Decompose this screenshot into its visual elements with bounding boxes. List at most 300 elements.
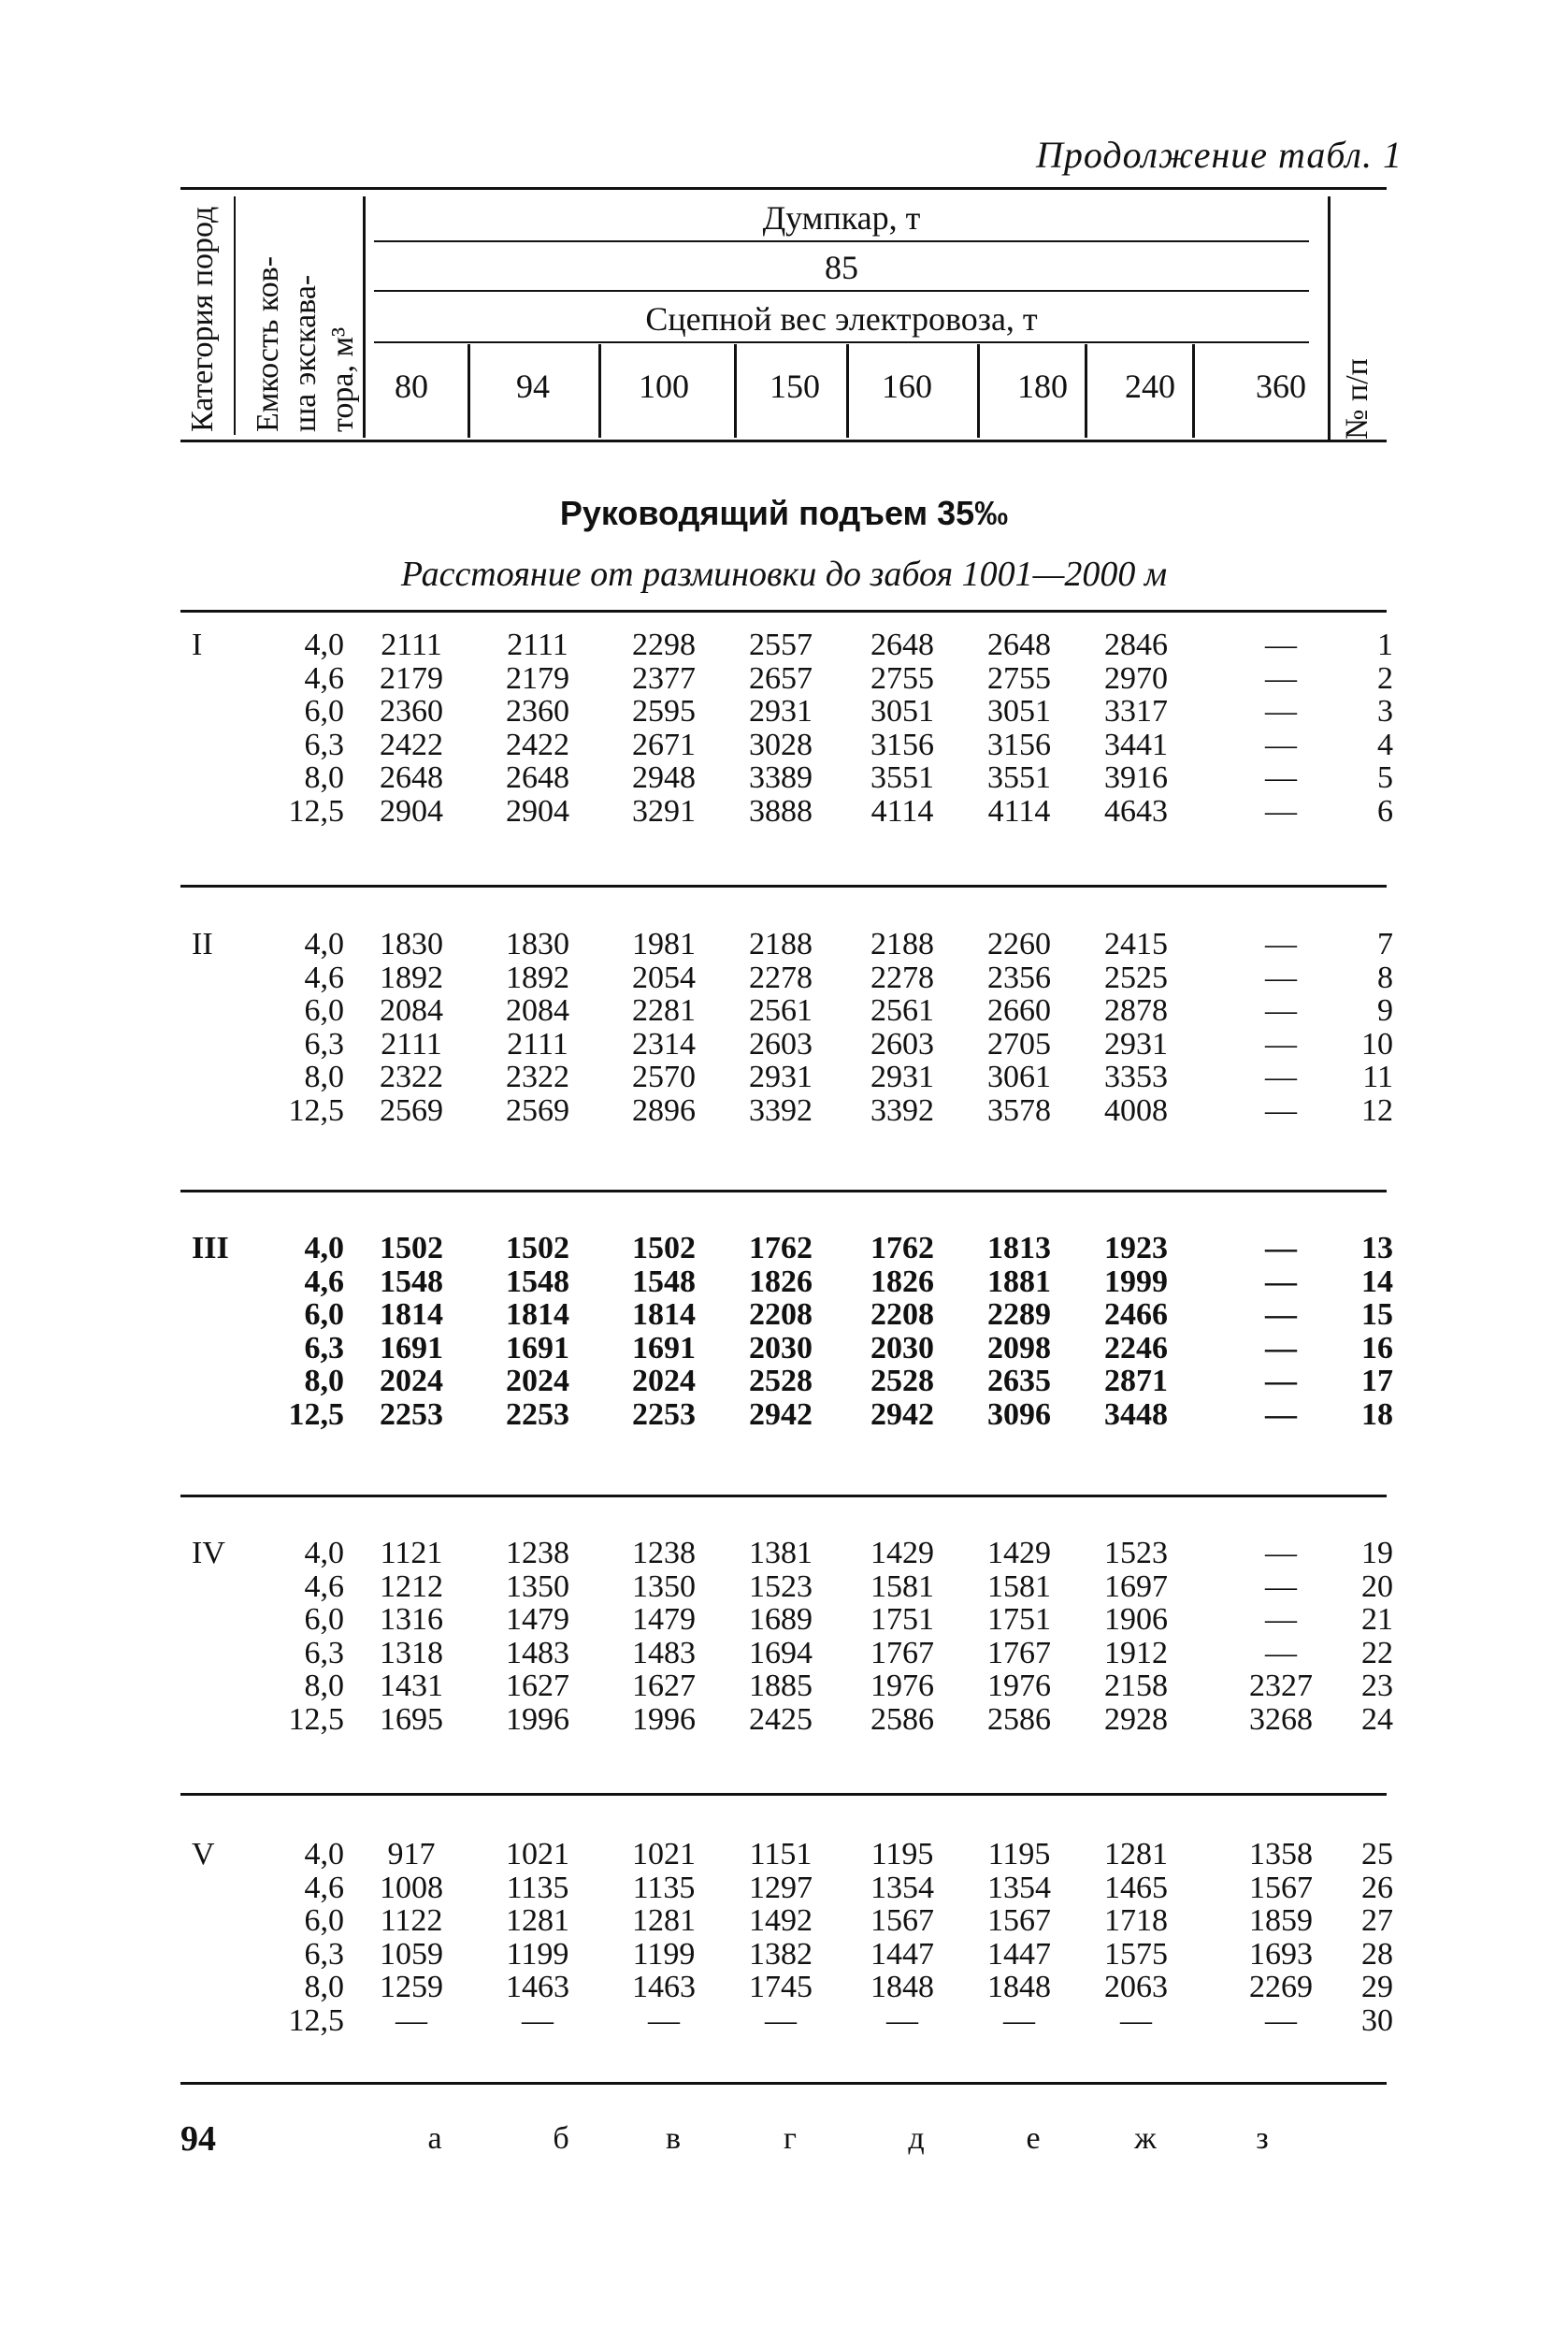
- table-cell: 2942: [870, 1396, 934, 1432]
- table-cell: 2871: [1104, 1364, 1168, 1398]
- table-cell: 2595: [632, 694, 696, 729]
- table-cell: 1627: [632, 1669, 696, 1703]
- table-cell: 2260: [987, 927, 1051, 961]
- table-cell: 1767: [870, 1635, 934, 1670]
- table-cell: 2528: [870, 1364, 934, 1398]
- table-cell: —: [1003, 2002, 1035, 2038]
- table-cell: 1350: [506, 1568, 569, 1604]
- table-cell: —: [1265, 960, 1297, 995]
- table-cell: 1463: [506, 1970, 569, 2004]
- row-index: 3: [1377, 694, 1393, 729]
- table-cell: 1465: [1104, 1870, 1168, 1905]
- table-cell: 2208: [870, 1297, 934, 1332]
- header-dumpcar: Думпкар, т: [762, 199, 921, 237]
- table-cell: 1281: [1104, 1837, 1168, 1871]
- table-cell: 2904: [380, 793, 443, 829]
- column-letter: в: [665, 2121, 682, 2156]
- table-cell: 1429: [870, 1536, 934, 1570]
- table-cell: 2635: [987, 1364, 1051, 1398]
- table-cell: 1479: [506, 1602, 569, 1637]
- table-cell: 2846: [1104, 628, 1168, 662]
- table-cell: 2878: [1104, 993, 1168, 1028]
- table-cell: 1694: [749, 1635, 813, 1670]
- column-letter: з: [1256, 2121, 1269, 2156]
- table-cell: 1318: [380, 1635, 443, 1670]
- table-cell: 1745: [749, 1970, 813, 2004]
- bucket-capacity: 6,3: [304, 1026, 344, 1062]
- header-rule-loco: [374, 341, 1309, 343]
- header-rule-value: [374, 290, 1309, 292]
- table-cell: 1826: [749, 1264, 813, 1299]
- table-cell: 2289: [987, 1297, 1051, 1332]
- table-cell: 2111: [507, 1026, 568, 1062]
- table-cell: 3392: [870, 1092, 934, 1128]
- row-index: 4: [1377, 727, 1393, 762]
- table-cell: —: [1265, 1297, 1297, 1332]
- table-cell: 2931: [749, 1060, 813, 1094]
- column-header: 160: [882, 368, 932, 405]
- header-category: Категория пород: [185, 206, 220, 432]
- table-cell: 2569: [380, 1092, 443, 1128]
- column-letter: е: [1026, 2121, 1041, 2156]
- group-rule: [180, 1495, 1387, 1497]
- column-header: 94: [516, 368, 550, 405]
- table-cell: 4114: [870, 793, 934, 829]
- column-letter: г: [784, 2121, 797, 2156]
- table-cell: 1135: [506, 1870, 569, 1905]
- table-cell: 1912: [1104, 1635, 1168, 1670]
- table-cell: —: [1265, 727, 1297, 762]
- table-cell: 1892: [506, 960, 569, 995]
- table-cell: 3051: [987, 694, 1051, 729]
- table-cell: 2928: [1104, 1701, 1168, 1737]
- bucket-capacity: 4,0: [304, 628, 344, 662]
- column-header: 360: [1256, 368, 1306, 405]
- table-cell: —: [1265, 1092, 1297, 1128]
- bucket-capacity: 4,0: [304, 1231, 344, 1265]
- table-cell: 1693: [1249, 1936, 1313, 1972]
- column-header: 80: [395, 368, 428, 405]
- category-label: I: [192, 628, 203, 662]
- header-top-rule: [180, 187, 1387, 190]
- table-cell: 3028: [749, 727, 813, 762]
- table-cell: 1151: [749, 1837, 813, 1871]
- bucket-capacity: 4,0: [304, 1837, 344, 1871]
- table-cell: 1581: [987, 1568, 1051, 1604]
- table-cell: —: [765, 2002, 797, 2038]
- table-cell: —: [886, 2002, 918, 2038]
- table-cell: 3051: [870, 694, 934, 729]
- table-cell: 2188: [870, 927, 934, 961]
- table-cell: 3389: [749, 760, 813, 795]
- table-cell: 2561: [870, 993, 934, 1028]
- header-capacity-line1: Емкость ков-: [251, 255, 285, 432]
- table-cell: —: [1265, 1060, 1297, 1094]
- table-cell: 2525: [1104, 960, 1168, 995]
- table-cell: 1976: [987, 1669, 1051, 1703]
- bucket-capacity: 6,3: [304, 1936, 344, 1972]
- category-label: III: [192, 1231, 229, 1265]
- row-index: 5: [1377, 760, 1393, 795]
- table-cell: —: [1265, 1364, 1297, 1398]
- table-cell: 1431: [380, 1669, 443, 1703]
- table-cell: 2098: [987, 1330, 1051, 1366]
- table-cell: 2931: [1104, 1026, 1168, 1062]
- bucket-capacity: 4,6: [304, 960, 344, 995]
- table-cell: 2322: [506, 1060, 569, 1094]
- page-number: 94: [180, 2119, 216, 2159]
- row-index: 28: [1361, 1936, 1393, 1972]
- table-cell: 1199: [506, 1936, 569, 1972]
- table-cell: 3268: [1249, 1701, 1313, 1737]
- row-index: 30: [1361, 2002, 1393, 2038]
- table-cell: 1697: [1104, 1568, 1168, 1604]
- table-cell: 1502: [506, 1231, 569, 1265]
- table-cell: 1996: [632, 1701, 696, 1737]
- column-letter: б: [553, 2121, 569, 2156]
- bucket-capacity: 6,0: [304, 694, 344, 729]
- row-index: 6: [1377, 793, 1393, 829]
- table-cell: 1059: [380, 1936, 443, 1972]
- table-cell: —: [1265, 628, 1297, 662]
- table-cell: —: [1265, 1396, 1297, 1432]
- table-cell: 2557: [749, 628, 813, 662]
- column-header-divider: [598, 344, 601, 438]
- table-cell: 2603: [749, 1026, 813, 1062]
- table-cell: —: [1265, 1264, 1297, 1299]
- table-cell: 1695: [380, 1701, 443, 1737]
- table-cell: 3441: [1104, 727, 1168, 762]
- table-cell: 4643: [1104, 793, 1168, 829]
- bucket-capacity: 8,0: [304, 1669, 344, 1703]
- row-index: 26: [1361, 1870, 1393, 1905]
- table-cell: 2024: [506, 1364, 569, 1398]
- table-cell: 4008: [1104, 1092, 1168, 1128]
- table-cell: 2705: [987, 1026, 1051, 1062]
- group-rule: [180, 2082, 1387, 2085]
- table-cell: 1813: [987, 1231, 1051, 1265]
- table-cell: 2422: [506, 727, 569, 762]
- column-header: 180: [1017, 368, 1068, 405]
- table-cell: 3551: [987, 760, 1051, 795]
- row-index: 23: [1361, 1669, 1393, 1703]
- table-cell: 2561: [749, 993, 813, 1028]
- table-cell: 2030: [749, 1330, 813, 1366]
- row-index: 21: [1361, 1602, 1393, 1637]
- table-cell: 2253: [380, 1396, 443, 1432]
- table-cell: 2322: [380, 1060, 443, 1094]
- row-index: 7: [1377, 927, 1393, 961]
- table-cell: 1447: [987, 1936, 1051, 1972]
- table-cell: 2356: [987, 960, 1051, 995]
- bucket-capacity: 6,0: [304, 1297, 344, 1332]
- column-header-divider: [734, 344, 737, 438]
- table-cell: 2208: [749, 1297, 813, 1332]
- table-cell: 2648: [870, 628, 934, 662]
- table-cell: 1830: [506, 927, 569, 961]
- table-cell: 1892: [380, 960, 443, 995]
- table-cell: 2569: [506, 1092, 569, 1128]
- table-cell: 1479: [632, 1602, 696, 1637]
- table-cell: 1689: [749, 1602, 813, 1637]
- table-cell: 1354: [987, 1870, 1051, 1905]
- table-cell: 2931: [870, 1060, 934, 1094]
- table-cell: 2278: [749, 960, 813, 995]
- group-rule: [180, 1793, 1387, 1796]
- table-cell: 1548: [380, 1264, 443, 1299]
- bucket-capacity: 4,6: [304, 1568, 344, 1604]
- table-cell: 1281: [506, 1903, 569, 1938]
- table-cell: —: [1265, 1231, 1297, 1265]
- column-letter: а: [427, 2121, 442, 2156]
- table-cell: —: [1265, 1026, 1297, 1062]
- table-cell: 2586: [870, 1701, 934, 1737]
- table-cell: 1814: [632, 1297, 696, 1332]
- column-header-divider: [846, 344, 849, 438]
- table-cell: 1238: [506, 1536, 569, 1570]
- row-index: 10: [1361, 1026, 1393, 1062]
- category-label: V: [192, 1837, 215, 1871]
- table-cell: —: [648, 2002, 680, 2038]
- table-cell: 2158: [1104, 1669, 1168, 1703]
- table-cell: —: [1265, 1330, 1297, 1366]
- table-cell: 1021: [506, 1837, 569, 1871]
- table-cell: 1826: [870, 1264, 934, 1299]
- table-cell: 1463: [632, 1970, 696, 2004]
- category-label: IV: [192, 1536, 225, 1570]
- table-cell: 1751: [870, 1602, 934, 1637]
- table-cell: 1575: [1104, 1936, 1168, 1972]
- section-heading: Руководящий подъем 35‰: [559, 494, 1009, 532]
- row-index: 22: [1361, 1635, 1393, 1670]
- row-index: 16: [1361, 1330, 1393, 1366]
- table-cell: 4114: [987, 793, 1051, 829]
- table-cell: 2281: [632, 993, 696, 1028]
- header-capacity-line2: ша экскава-: [288, 274, 323, 432]
- table-cell: 1502: [380, 1231, 443, 1265]
- table-cell: 3291: [632, 793, 696, 829]
- table-cell: 917: [387, 1837, 436, 1871]
- table-cell: 2671: [632, 727, 696, 762]
- table-cell: 2570: [632, 1060, 696, 1094]
- table-cell: 2246: [1104, 1330, 1168, 1366]
- group-rule: [180, 1190, 1387, 1192]
- table-cell: 2253: [506, 1396, 569, 1432]
- table-cell: 2648: [987, 628, 1051, 662]
- table-cell: 2084: [506, 993, 569, 1028]
- table-cell: 2755: [987, 660, 1051, 696]
- table-cell: 2278: [870, 960, 934, 995]
- group-rule: [180, 885, 1387, 888]
- bucket-capacity: 6,0: [304, 1903, 344, 1938]
- bucket-capacity: 8,0: [304, 1060, 344, 1094]
- table-cell: 1122: [380, 1903, 443, 1938]
- table-cell: 2188: [749, 927, 813, 961]
- row-index: 11: [1362, 1060, 1393, 1094]
- table-cell: 1199: [632, 1936, 696, 1972]
- table-cell: 1881: [987, 1264, 1051, 1299]
- table-cell: 2755: [870, 660, 934, 696]
- bucket-capacity: 12,5: [288, 2002, 344, 2038]
- header-capacity-line3: тора, м³: [325, 326, 360, 432]
- table-cell: 1567: [1249, 1870, 1313, 1905]
- row-index: 2: [1377, 660, 1393, 696]
- row-index: 9: [1377, 993, 1393, 1028]
- bucket-capacity: 12,5: [288, 1701, 344, 1737]
- table-cell: 1627: [506, 1669, 569, 1703]
- header-divider-1: [234, 196, 236, 435]
- table-cell: 1121: [380, 1536, 443, 1570]
- table-cell: 1567: [987, 1903, 1051, 1938]
- table-caption: Продолжение табл. 1: [1035, 134, 1403, 176]
- table-cell: 1718: [1104, 1903, 1168, 1938]
- table-cell: 1567: [870, 1903, 934, 1938]
- table-cell: 2024: [380, 1364, 443, 1398]
- row-index: 25: [1361, 1837, 1393, 1871]
- table-cell: —: [1265, 1568, 1297, 1604]
- row-index: 20: [1361, 1568, 1393, 1604]
- table-cell: 2054: [632, 960, 696, 995]
- table-cell: 1523: [1104, 1536, 1168, 1570]
- table-cell: 3448: [1104, 1396, 1168, 1432]
- table-cell: 3096: [987, 1396, 1051, 1432]
- table-cell: 1382: [749, 1936, 813, 1972]
- bucket-capacity: 8,0: [304, 760, 344, 795]
- table-cell: 1447: [870, 1936, 934, 1972]
- table-cell: 1502: [632, 1231, 696, 1265]
- table-cell: 1195: [870, 1837, 934, 1871]
- table-cell: 2657: [749, 660, 813, 696]
- table-cell: —: [1265, 1635, 1297, 1670]
- table-cell: 1751: [987, 1602, 1051, 1637]
- table-cell: 1195: [987, 1837, 1051, 1871]
- table-cell: 1297: [749, 1870, 813, 1905]
- column-header: 100: [639, 368, 689, 405]
- bucket-capacity: 4,0: [304, 1536, 344, 1570]
- table-cell: —: [1265, 760, 1297, 795]
- table-cell: 1259: [380, 1970, 443, 2004]
- table-cell: 2024: [632, 1364, 696, 1398]
- table-cell: 3156: [870, 727, 934, 762]
- table-cell: 2896: [632, 1092, 696, 1128]
- table-cell: 3061: [987, 1060, 1051, 1094]
- column-header: 240: [1125, 368, 1175, 405]
- table-cell: 1848: [987, 1970, 1051, 2004]
- row-index: 27: [1361, 1903, 1393, 1938]
- table-cell: 1212: [380, 1568, 443, 1604]
- row-index: 17: [1361, 1364, 1393, 1398]
- table-cell: 1848: [870, 1970, 934, 2004]
- table-cell: 1483: [506, 1635, 569, 1670]
- table-cell: 1008: [380, 1870, 443, 1905]
- table-cell: 2970: [1104, 660, 1168, 696]
- bucket-capacity: 4,0: [304, 927, 344, 961]
- table-cell: 1548: [506, 1264, 569, 1299]
- table-cell: —: [1120, 2002, 1152, 2038]
- bucket-capacity: 12,5: [288, 1092, 344, 1128]
- table-cell: —: [1265, 694, 1297, 729]
- bucket-capacity: 4,6: [304, 1264, 344, 1299]
- table-cell: 2425: [749, 1701, 813, 1737]
- table-cell: 1767: [987, 1635, 1051, 1670]
- table-cell: 2942: [749, 1396, 813, 1432]
- table-cell: 1691: [506, 1330, 569, 1366]
- column-letter: ж: [1134, 2121, 1157, 2156]
- table-cell: 1859: [1249, 1903, 1313, 1938]
- table-cell: 2360: [506, 694, 569, 729]
- table-cell: —: [1265, 660, 1297, 696]
- table-cell: 1814: [506, 1297, 569, 1332]
- table-cell: 3392: [749, 1092, 813, 1128]
- table-cell: —: [1265, 1602, 1297, 1637]
- table-cell: 1316: [380, 1602, 443, 1637]
- table-cell: 3156: [987, 727, 1051, 762]
- table-cell: 1906: [1104, 1602, 1168, 1637]
- table-cell: 1492: [749, 1903, 813, 1938]
- bucket-capacity: 6,0: [304, 993, 344, 1028]
- bucket-capacity: 6,3: [304, 727, 344, 762]
- table-cell: 2466: [1104, 1297, 1168, 1332]
- table-cell: 3888: [749, 793, 813, 829]
- table-cell: 2030: [870, 1330, 934, 1366]
- column-header-divider: [468, 344, 470, 438]
- row-index: 8: [1377, 960, 1393, 995]
- table-cell: 1581: [870, 1568, 934, 1604]
- table-cell: 2904: [506, 793, 569, 829]
- table-cell: 2084: [380, 993, 443, 1028]
- table-cell: 1691: [632, 1330, 696, 1366]
- table-cell: 1350: [632, 1568, 696, 1604]
- table-cell: 1281: [632, 1903, 696, 1938]
- column-header-divider: [1192, 344, 1195, 438]
- table-cell: 2415: [1104, 927, 1168, 961]
- row-index: 13: [1361, 1231, 1393, 1265]
- table-cell: 2327: [1249, 1669, 1313, 1703]
- table-cell: 1135: [632, 1870, 696, 1905]
- table-cell: 2948: [632, 760, 696, 795]
- row-index: 14: [1361, 1264, 1393, 1299]
- table-cell: 1981: [632, 927, 696, 961]
- bucket-capacity: 4,6: [304, 660, 344, 696]
- bucket-capacity: 12,5: [288, 1396, 344, 1432]
- table-cell: 1548: [632, 1264, 696, 1299]
- row-index: 1: [1377, 628, 1393, 662]
- row-index: 12: [1361, 1092, 1393, 1128]
- table-cell: 2179: [506, 660, 569, 696]
- row-index: 29: [1361, 1970, 1393, 2004]
- header-dumpcar-value: 85: [825, 249, 858, 286]
- row-index: 19: [1361, 1536, 1393, 1570]
- table-cell: 2586: [987, 1701, 1051, 1737]
- bucket-capacity: 8,0: [304, 1970, 344, 2004]
- table-cell: 2111: [507, 628, 568, 662]
- bucket-capacity: 6,3: [304, 1330, 344, 1366]
- bucket-capacity: 12,5: [288, 793, 344, 829]
- table-cell: —: [1265, 927, 1297, 961]
- table-cell: —: [1265, 793, 1297, 829]
- table-cell: 2422: [380, 727, 443, 762]
- table-cell: —: [1265, 1536, 1297, 1570]
- bucket-capacity: 8,0: [304, 1364, 344, 1398]
- table-cell: 2314: [632, 1026, 696, 1062]
- table-cell: 1976: [870, 1669, 934, 1703]
- table-cell: 2931: [749, 694, 813, 729]
- table-cell: 2269: [1249, 1970, 1313, 2004]
- table-cell: 1999: [1104, 1264, 1168, 1299]
- table-cell: —: [396, 2002, 427, 2038]
- column-header-divider: [1085, 344, 1087, 438]
- table-cell: 1762: [749, 1231, 813, 1265]
